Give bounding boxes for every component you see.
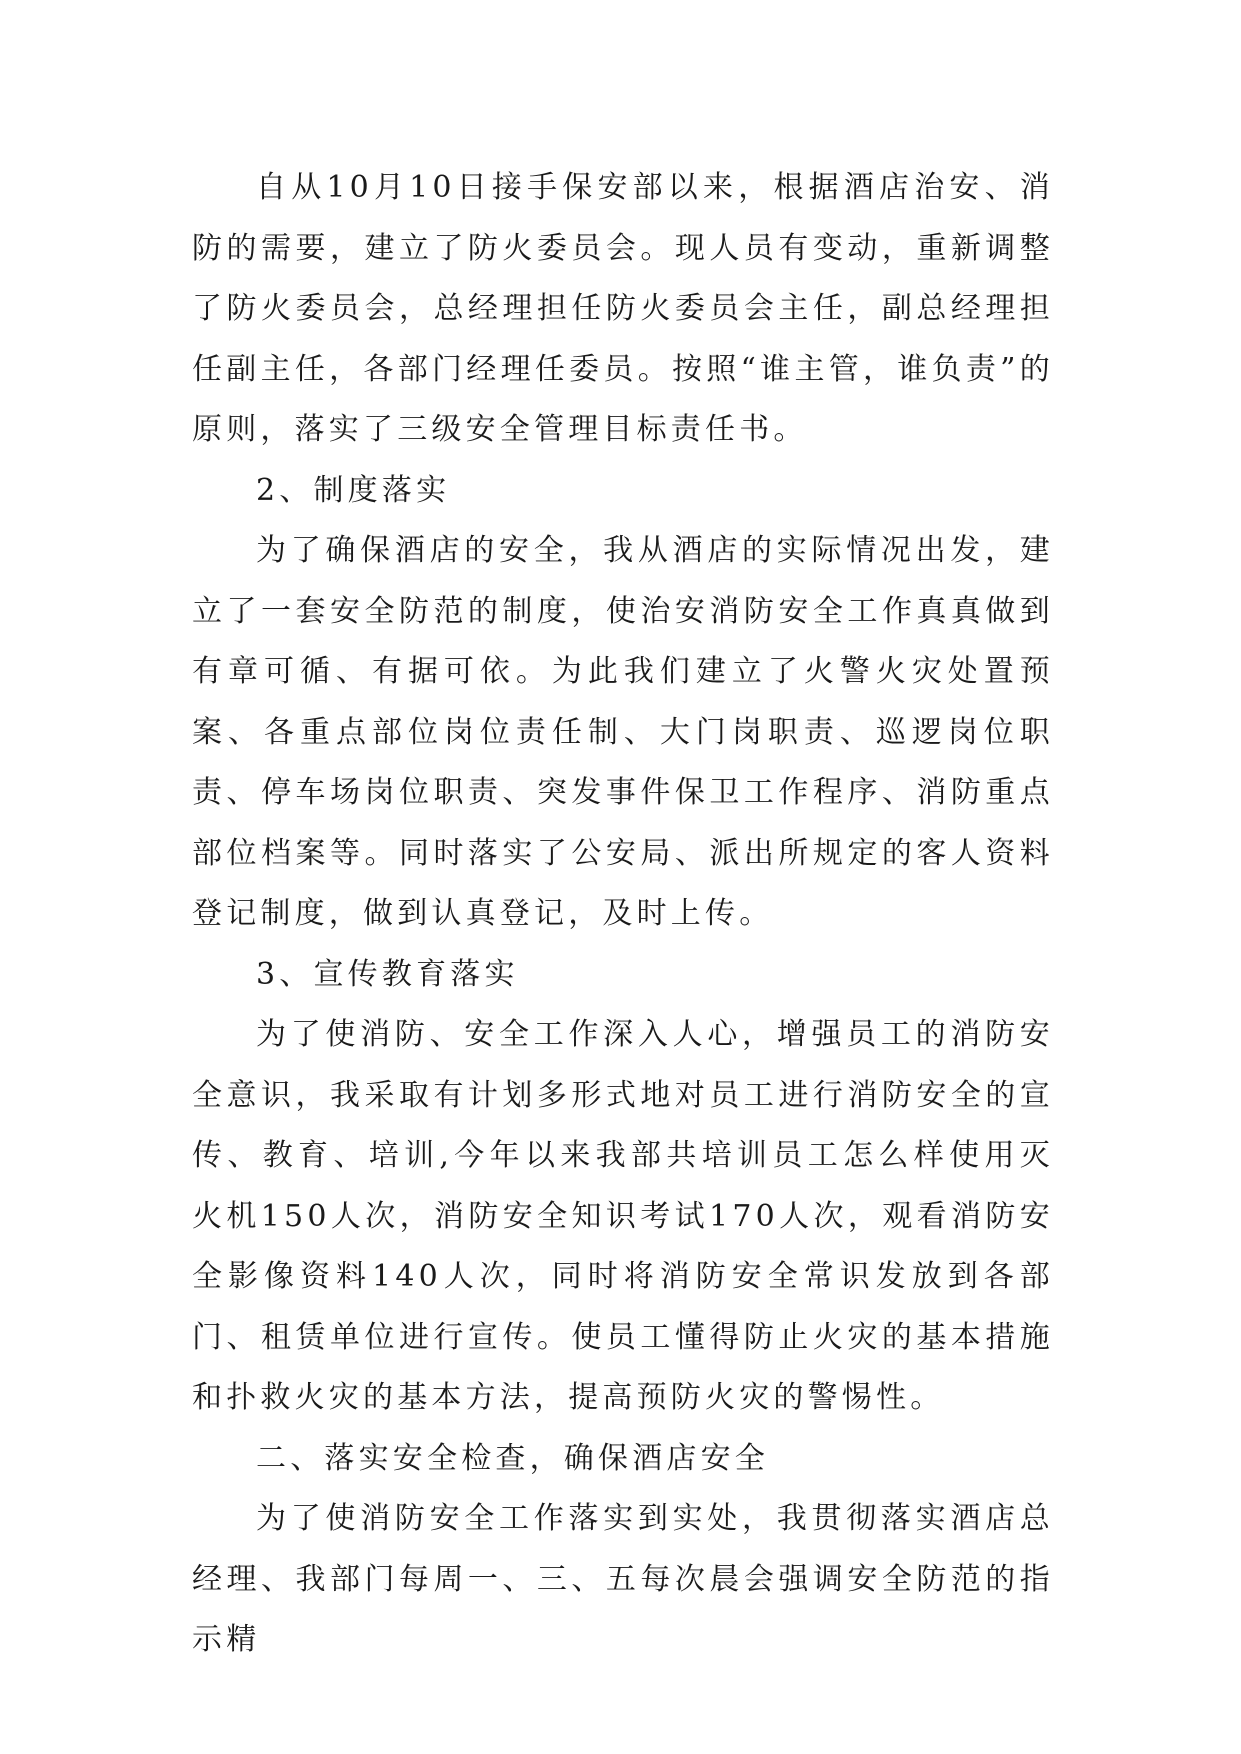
- document-body: [192, 158, 1054, 1671]
- paragraph-fire-committee: 自从10月10日接手保安部以来，根据酒店治安、消防的需要，建立了防火委员会。现人员有变动，重新调整了防火委员会，总经理担任防火委员会主任，副总经理担任副主任，各部门经理任委员。按照“谁主管，谁负责”的原则，落实了三级安全管理目标责任书。: [192, 170, 1054, 447]
- paragraph-safety-inspection: 为了使消防安全工作落实到实处，我贯彻落实酒店总经理、我部门每周一、三、五每次晨会强调安全防范的指示精: [192, 1501, 1054, 1657]
- heading-safety-inspection: 二、落实安全检查，确保酒店安全: [256, 1440, 769, 1476]
- paragraph-safety-training: 为了使消防、安全工作深入人心，增强员工的消防安全意识，我采取有计划多形式地对员工进行消防安全的宣传、教育、培训,今年以来我部共培训员工怎么样使用灭火机150人次，消防安全知识考试170人次，观看消防安全影像资料140人次，同时将消防安全常识发放到各部门、租赁单位进行宣传。使员工懂得防止火灾的基本措施和扑救火灾的基本方法，提高预防火灾的警惕性。: [192, 1017, 1054, 1415]
- paragraph-safety-system: 为了确保酒店的安全，我从酒店的实际情况出发，建立了一套安全防范的制度，使治安消防安全工作真真做到有章可循、有据可依。为此我们建立了火警火灾处置预案、各重点部位岗位责任制、大门岗职责、巡逻岗位职责、停车场岗位职责、突发事件保卫工作程序、消防重点部位档案等。同时落实了公安局、派出所规定的客人资料登记制度，做到认真登记，及时上传。: [192, 533, 1054, 931]
- heading-education-implementation: 3、宣传教育落实: [256, 956, 519, 992]
- heading-system-implementation: 2、制度落实: [256, 472, 451, 508]
